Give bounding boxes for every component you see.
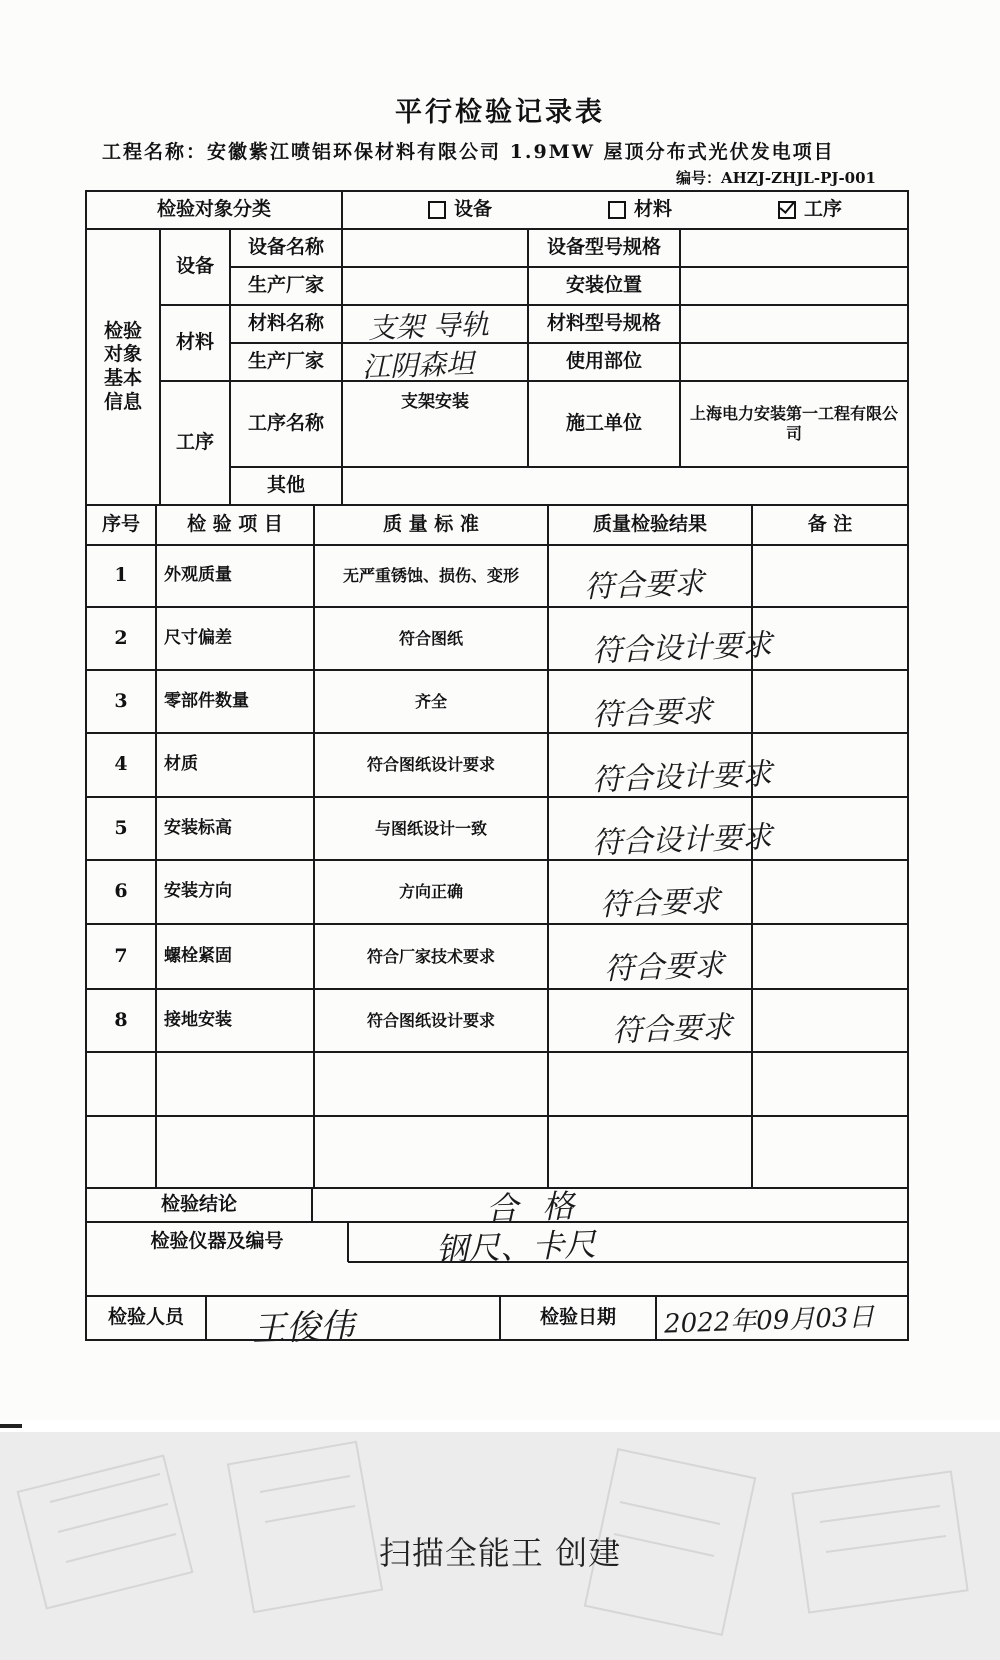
scan-edge-mark	[0, 1424, 22, 1428]
equipment-location-label: 安装位置	[565, 274, 642, 297]
material-maker-value: 江阴森坦	[361, 347, 475, 384]
row-remark	[752, 797, 908, 860]
inspector-label: 检验人员	[107, 1306, 184, 1329]
row-item: 零部件数量	[164, 690, 249, 711]
row-remark	[752, 989, 908, 1052]
equipment-name-value	[342, 229, 528, 267]
row-standard: 无严重锈蚀、损伤、变形	[342, 566, 519, 585]
construction-unit-value: 上海电力安装第一工程有限公司	[689, 404, 898, 443]
row-item: 尺寸偏差	[164, 627, 232, 648]
material-section-label: 材料	[175, 331, 214, 354]
other-value	[342, 467, 908, 505]
row-no: 7	[114, 944, 128, 967]
process-name-label: 工序名称	[247, 412, 324, 435]
project-name: 工程名称：安徽紫江喷铝环保材料有限公司 1.9MW 屋顶分布式光伏发电项目	[102, 141, 835, 163]
row-item: 外观质量	[164, 565, 232, 586]
document-title: 平行检验记录表	[395, 97, 605, 128]
instrument-label: 检验仪器及编号	[150, 1230, 284, 1253]
equipment-name-label: 设备名称	[247, 236, 324, 259]
material-name-value: 支架 导轨	[367, 307, 490, 346]
document-number: 编号：AHZJ-ZHJL-PJ-001	[676, 169, 876, 187]
row-result: 符合要求	[583, 565, 705, 606]
row-no: 3	[114, 689, 128, 712]
row-remark	[752, 545, 908, 607]
equipment-location-value	[680, 267, 908, 305]
equipment-model-value	[680, 229, 908, 267]
process-name-value: 支架安装	[401, 392, 469, 413]
equipment-maker-value	[342, 267, 528, 305]
row-result: 符合要求	[611, 1009, 733, 1050]
row-remark	[752, 670, 908, 733]
row-remark	[752, 924, 908, 989]
equipment-model-label: 设备型号规格	[546, 236, 661, 259]
checkbox-equipment-icon[interactable]	[428, 201, 446, 219]
row-result: 符合设计要求	[591, 627, 773, 670]
construction-unit-label: 施工单位	[565, 412, 642, 435]
row-item: 安装标高	[164, 817, 232, 838]
row-standard: 符合图纸	[398, 628, 463, 648]
category-option-process[interactable]: 工序	[730, 191, 890, 229]
row-no: 4	[114, 753, 128, 776]
material-model-value	[680, 305, 908, 343]
row-remark	[752, 733, 908, 797]
other-label: 其他	[266, 474, 305, 497]
category-option-material[interactable]: 材料	[560, 191, 720, 229]
row-standard: 符合厂家技术要求	[366, 946, 495, 966]
row-remark	[752, 607, 908, 670]
material-part-label: 使用部位	[565, 350, 642, 373]
basic-info-group-label: 检验对象基本信息	[103, 319, 142, 413]
row-standard: 符合图纸设计要求	[366, 755, 495, 774]
conclusion-value: 合格	[485, 1186, 599, 1228]
row-item: 安装方向	[164, 881, 232, 902]
row-result: 符合设计要求	[591, 756, 773, 799]
row-standard: 齐全	[414, 691, 447, 711]
row-standard: 与图纸设计一致	[374, 818, 487, 838]
row-standard: 符合图纸设计要求	[366, 1010, 495, 1030]
row-no: 6	[114, 880, 128, 903]
equipment-section-label: 设备	[175, 255, 214, 278]
row-item: 材质	[164, 754, 198, 775]
material-name-label: 材料名称	[247, 312, 324, 335]
header-remark: 备 注	[807, 513, 853, 536]
equipment-maker-label: 生产厂家	[247, 274, 324, 297]
category-label: 检验对象分类	[156, 198, 271, 221]
row-result: 符合要求	[599, 883, 721, 924]
material-maker-label: 生产厂家	[247, 350, 324, 373]
row-no: 1	[114, 564, 128, 587]
material-part-value	[680, 343, 908, 381]
row-item: 螺栓紧固	[164, 945, 232, 966]
inspector-signature: 王俊伟	[251, 1306, 355, 1350]
header-no: 序号	[101, 513, 140, 536]
header-result: 质量检验结果	[592, 513, 707, 536]
row-result: 符合要求	[591, 693, 713, 734]
row-no: 2	[114, 626, 128, 649]
row-item: 接地安装	[164, 1009, 232, 1030]
row-remark	[752, 860, 908, 924]
inspect-date-value: 2022年09月03日	[663, 1302, 875, 1340]
row-result: 符合要求	[603, 947, 725, 988]
header-standard: 质 量 标 准	[383, 513, 479, 536]
instrument-value: 钢尺、卡尺	[435, 1225, 597, 1269]
checkbox-process-checked-icon[interactable]	[778, 201, 796, 219]
checkbox-material-icon[interactable]	[608, 201, 626, 219]
inspect-date-label: 检验日期	[539, 1306, 616, 1329]
material-model-label: 材料型号规格	[546, 312, 661, 335]
row-no: 8	[114, 1008, 128, 1031]
process-section-label: 工序	[175, 431, 214, 454]
row-result: 符合设计要求	[591, 819, 773, 862]
conclusion-label: 检验结论	[160, 1193, 237, 1216]
category-option-equipment[interactable]: 设备	[380, 191, 540, 229]
row-no: 5	[114, 816, 128, 839]
header-item: 检 验 项 目	[187, 513, 283, 536]
footer-brand-text: 扫描全能王 创建	[378, 1534, 622, 1572]
row-standard: 方向正确	[398, 882, 463, 901]
